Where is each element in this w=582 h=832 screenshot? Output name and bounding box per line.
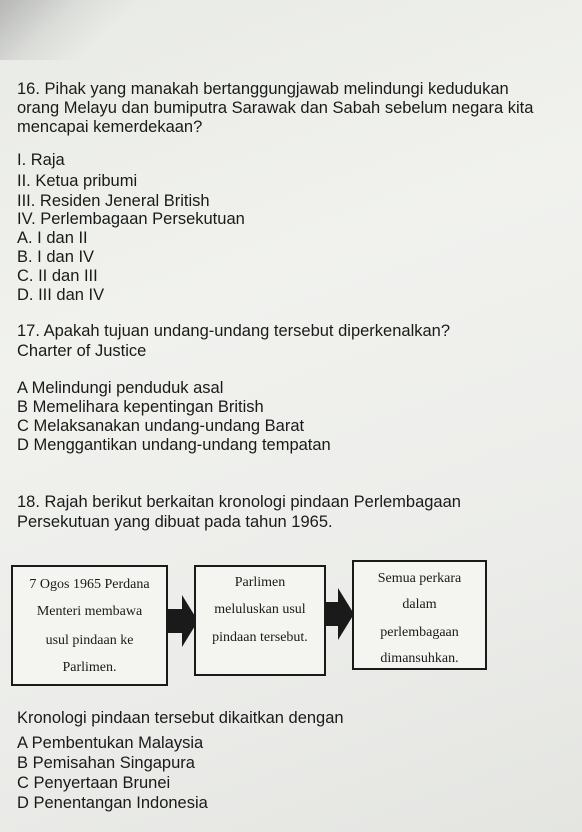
q18-prompt: Kronologi pindaan tersebut dikaitkan dengan	[17, 709, 344, 727]
diagram-box-3	[352, 560, 487, 670]
box2-line-1: Parlimen	[234, 575, 286, 590]
page-corner-shadow	[0, 0, 140, 60]
q17-question: 17. Apakah tujuan undang-undang tersebut diperkenalkan?	[17, 322, 451, 340]
q16-item-3: III. Residen Jeneral British	[17, 192, 210, 210]
box3-line-3: perlembagaan	[380, 625, 459, 640]
q18-option-d[interactable]: D Penentangan Indonesia	[17, 794, 208, 812]
box2-line-3: pindaan tersebut.	[212, 630, 308, 645]
q16-option-c[interactable]: C. II dan III	[17, 267, 98, 285]
q16-item-2: II. Ketua pribumi	[17, 172, 138, 190]
q16-option-a[interactable]: A. I dan II	[17, 229, 88, 247]
q18-option-c[interactable]: C Penyertaan Brunei	[17, 774, 171, 792]
q18-option-b[interactable]: B Pemisahan Singapura	[17, 754, 195, 772]
q18-question-line-1: 18. Rajah berikut berkaitan kronologi pindaan Perlembagaan	[17, 493, 461, 511]
q16-question-line-3: mencapai kemerdekaan?	[17, 118, 203, 136]
arrow-right-icon	[326, 588, 354, 640]
q16-option-d[interactable]: D. III dan IV	[17, 286, 105, 304]
box1-line-2: Menteri membawa	[36, 604, 143, 619]
q16-item-4: IV. Perlembagaan Persekutuan	[17, 210, 245, 228]
q17-option-d[interactable]: D Menggantikan undang-undang tempatan	[17, 436, 331, 454]
q16-question-line-2: orang Melayu dan bumiputra Sarawak dan Sabah sebelum negara kita	[17, 99, 534, 117]
q16-question-line-1: 16. Pihak yang manakah bertanggungjawab melindungi kedudukan	[17, 80, 509, 98]
diagram-box-2	[194, 565, 326, 676]
q17-option-a[interactable]: A Melindungi penduduk asal	[17, 379, 224, 397]
box3-line-4: dimansuhkan.	[380, 651, 459, 666]
q17-option-c[interactable]: C Melaksanakan undang-undang Barat	[17, 417, 305, 435]
q17-subject: Charter of Justice	[17, 342, 147, 360]
box3-line-1: Semua perkara	[377, 571, 462, 586]
q16-item-1: I. Raja	[17, 151, 65, 169]
box1-line-4: Parlimen.	[62, 660, 117, 675]
box2-line-2: meluluskan usul	[214, 602, 306, 617]
q16-option-b[interactable]: B. I dan IV	[17, 248, 95, 266]
q17-option-b[interactable]: B Memelihara kepentingan British	[17, 398, 264, 416]
box1-line-1: 7 Ogos 1965 Perdana	[29, 577, 150, 592]
box3-line-2: dalam	[402, 597, 437, 612]
q18-question-line-2: Persekutuan yang dibuat pada tahun 1965.	[17, 513, 333, 531]
box1-line-3: usul pindaan ke	[45, 633, 134, 648]
q18-option-a[interactable]: A Pembentukan Malaysia	[17, 734, 204, 752]
diagram-box-1	[11, 565, 168, 686]
